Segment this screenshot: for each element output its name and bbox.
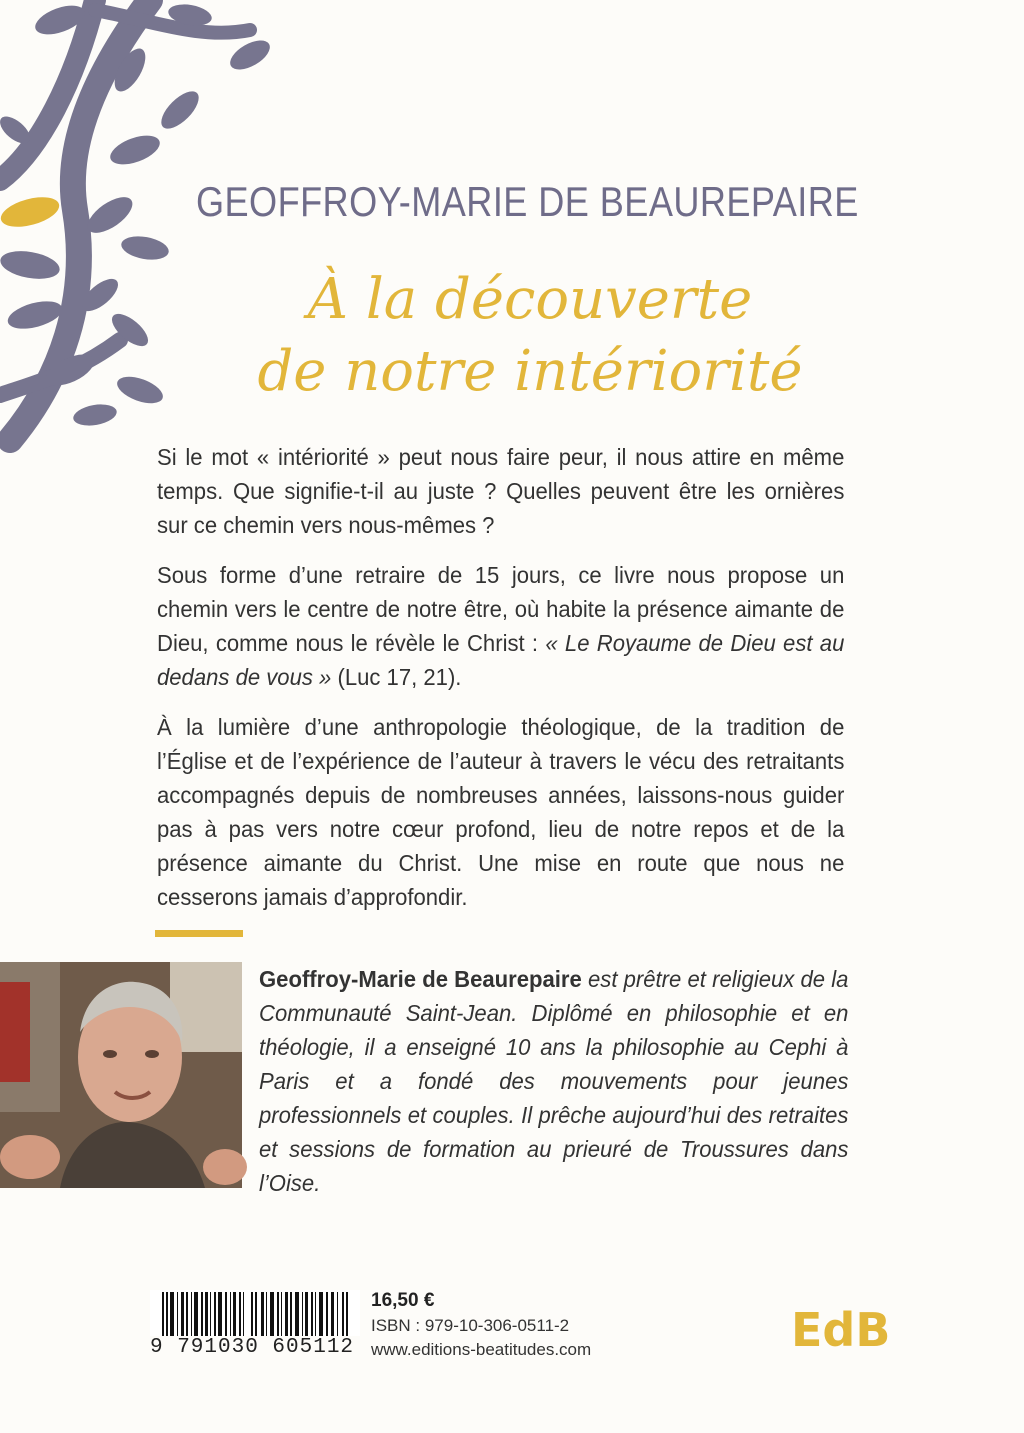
book-title-line-1: À la découverte bbox=[307, 267, 753, 332]
author-bio-name: Geoffroy-Marie de Beaurepaire bbox=[259, 966, 582, 992]
barcode-number: 9 791030 605112 bbox=[150, 1336, 360, 1359]
author-bio bbox=[259, 962, 848, 1200]
blurb-p2-reference: (Luc 17, 21). bbox=[331, 664, 462, 690]
isbn: ISBN : 979-10-306-0511-2 bbox=[371, 1316, 570, 1335]
author-heading: GEOFFROY-MARIE DE BEAUREPAIRE bbox=[196, 178, 859, 225]
publisher-website: www.editions-beatitudes.com bbox=[371, 1340, 592, 1359]
blurb-paragraph-1: Si le mot « intériorité » peut nous faire peur, il nous attire en même temps. Que signifie-t-il au juste ? Quelles peuvent être les ornières sur ce chemin vers nous-mêmes ? bbox=[157, 444, 845, 538]
blurb-paragraph-3: À la lumière d’une anthropologie théologique, de la tradition de l’Église et de l’expérience de l’auteur à travers le vécu des retraitants accompagnés depuis de nombreuses années, laissons-nous guider pas à pas vers notre cœur profond, lieu de notre repos et de la présence aimante du Christ. Une mise en route que nous ne cesserons jamais d’approfondir. bbox=[157, 714, 845, 910]
svg-text:EdB: EdB bbox=[791, 1303, 891, 1357]
book-title-line-2: de notre intériorité bbox=[257, 339, 803, 404]
edb-logo-icon bbox=[791, 1302, 891, 1357]
author-bio-text: est prêtre et religieux de la Communauté Saint-Jean. Diplômé en philosophie et en théologie, il a enseigné 10 ans la philosophie au Cephi à Paris et a fondé des mouvements pour jeunes professionnels et couples. Il prêche aujourd’hui des retraites et sessions de formation au prieuré de Troussures dans l’Oise. bbox=[259, 966, 849, 1196]
price: 16,50 € bbox=[371, 1290, 435, 1311]
blurb-paragraph-2 bbox=[157, 558, 844, 694]
blurb-p2-quote: « Le Royaume de Dieu est au dedans de vous » bbox=[157, 630, 845, 690]
author-portrait bbox=[0, 962, 242, 1188]
blurb-p2-text: Sous forme d’une retraire de 15 jours, ce livre nous propose un chemin vers le centre de notre être, où habite la présence aimante de Dieu, comme nous le révèle le Christ : bbox=[157, 562, 845, 656]
gold-divider bbox=[155, 930, 243, 937]
